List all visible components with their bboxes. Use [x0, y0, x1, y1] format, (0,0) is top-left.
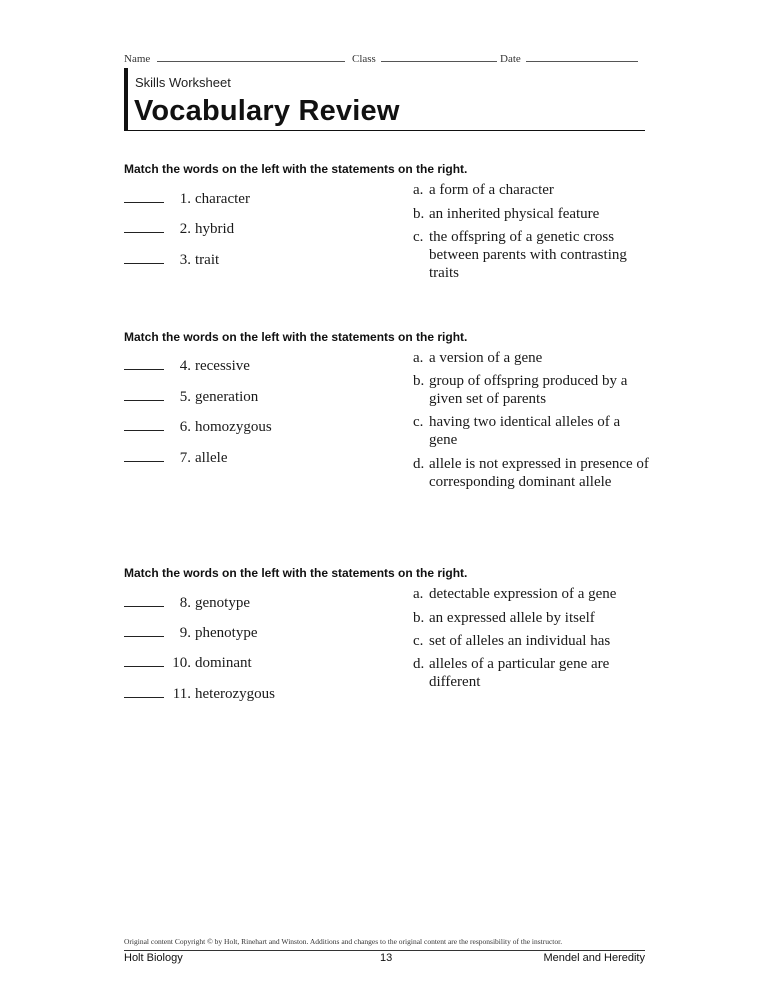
section-2-instruction: Match the words on the left with the statements on the right. — [124, 330, 468, 344]
statement-1a: a. a form of a character — [413, 182, 554, 198]
term-10: 10. dominant — [124, 653, 252, 672]
statement-1b: b. an inherited physical feature — [413, 206, 600, 222]
term-2: 2. hybrid — [124, 219, 234, 238]
title-block — [124, 68, 645, 131]
term-word: generation — [195, 389, 259, 405]
class-field[interactable] — [381, 52, 497, 62]
term-1: 1. character — [124, 189, 250, 208]
answer-blank-1[interactable] — [124, 189, 164, 203]
term-6: 6. homozygous — [124, 417, 272, 436]
term-word: heterozygous — [195, 686, 275, 702]
book-title: Holt Biology — [124, 952, 183, 964]
chapter-title: Mendel and Heredity — [543, 952, 645, 964]
page-title: Vocabulary Review — [134, 95, 400, 127]
copyright-notice: Original content Copyright © by Holt, Rinehart and Winston. Additions and changes to the original content are the responsibility of the instructor. — [124, 937, 563, 946]
term-word: phenotype — [195, 625, 258, 641]
answer-blank-3[interactable] — [124, 250, 164, 264]
section-1-instruction: Match the words on the left with the statements on the right. — [124, 162, 468, 176]
section-3-instruction: Match the words on the left with the statements on the right. — [124, 566, 468, 580]
name-label: Name — [124, 53, 151, 65]
statement-3d: d. alleles of a particular gene are different — [413, 656, 610, 690]
statement-2d: d. allele is not expressed in presence of corresponding dominant allele — [413, 456, 649, 490]
statement-3b: b. an expressed allele by itself — [413, 610, 595, 626]
answer-blank-5[interactable] — [124, 387, 164, 401]
answer-blank-7[interactable] — [124, 448, 164, 462]
term-word: genotype — [195, 595, 250, 611]
worksheet-type-label: Skills Worksheet — [135, 75, 231, 90]
statement-3a: a. detectable expression of a gene — [413, 586, 617, 602]
statement-2b: b. group of offspring produced by a given set of parents — [413, 373, 628, 407]
term-3: 3. trait — [124, 250, 219, 269]
answer-blank-2[interactable] — [124, 219, 164, 233]
term-5: 5. generation — [124, 387, 258, 406]
answer-blank-8[interactable] — [124, 593, 164, 607]
term-11: 11. heterozygous — [124, 684, 275, 703]
statement-3c: c. set of alleles an individual has — [413, 633, 611, 649]
page-footer — [124, 952, 645, 966]
term-word: homozygous — [195, 419, 272, 435]
term-9: 9. phenotype — [124, 623, 257, 642]
answer-blank-11[interactable] — [124, 684, 164, 698]
answer-blank-9[interactable] — [124, 623, 164, 637]
term-7: 7. allele — [124, 448, 227, 467]
page-number: 13 — [380, 952, 393, 964]
term-word: character — [195, 191, 250, 207]
statement-2c: c. having two identical alleles of a gene — [413, 414, 621, 448]
term-word: recessive — [195, 358, 250, 374]
term-word: dominant — [195, 655, 252, 671]
statement-2a: a. a version of a gene — [413, 350, 543, 366]
term-word: hybrid — [195, 221, 235, 237]
date-field[interactable] — [526, 52, 638, 62]
class-label: Class — [352, 53, 376, 65]
name-field[interactable] — [157, 52, 345, 62]
answer-blank-6[interactable] — [124, 417, 164, 431]
term-8: 8. genotype — [124, 593, 250, 612]
statement-1c: c. the offspring of a genetic cross between parents with contrasting traits — [413, 229, 627, 281]
term-4: 4. recessive — [124, 356, 250, 375]
answer-blank-10[interactable] — [124, 653, 164, 667]
date-label: Date — [500, 53, 521, 65]
term-word: trait — [195, 252, 220, 268]
answer-blank-4[interactable] — [124, 356, 164, 370]
footer-divider — [124, 950, 645, 951]
term-word: allele — [195, 450, 228, 466]
